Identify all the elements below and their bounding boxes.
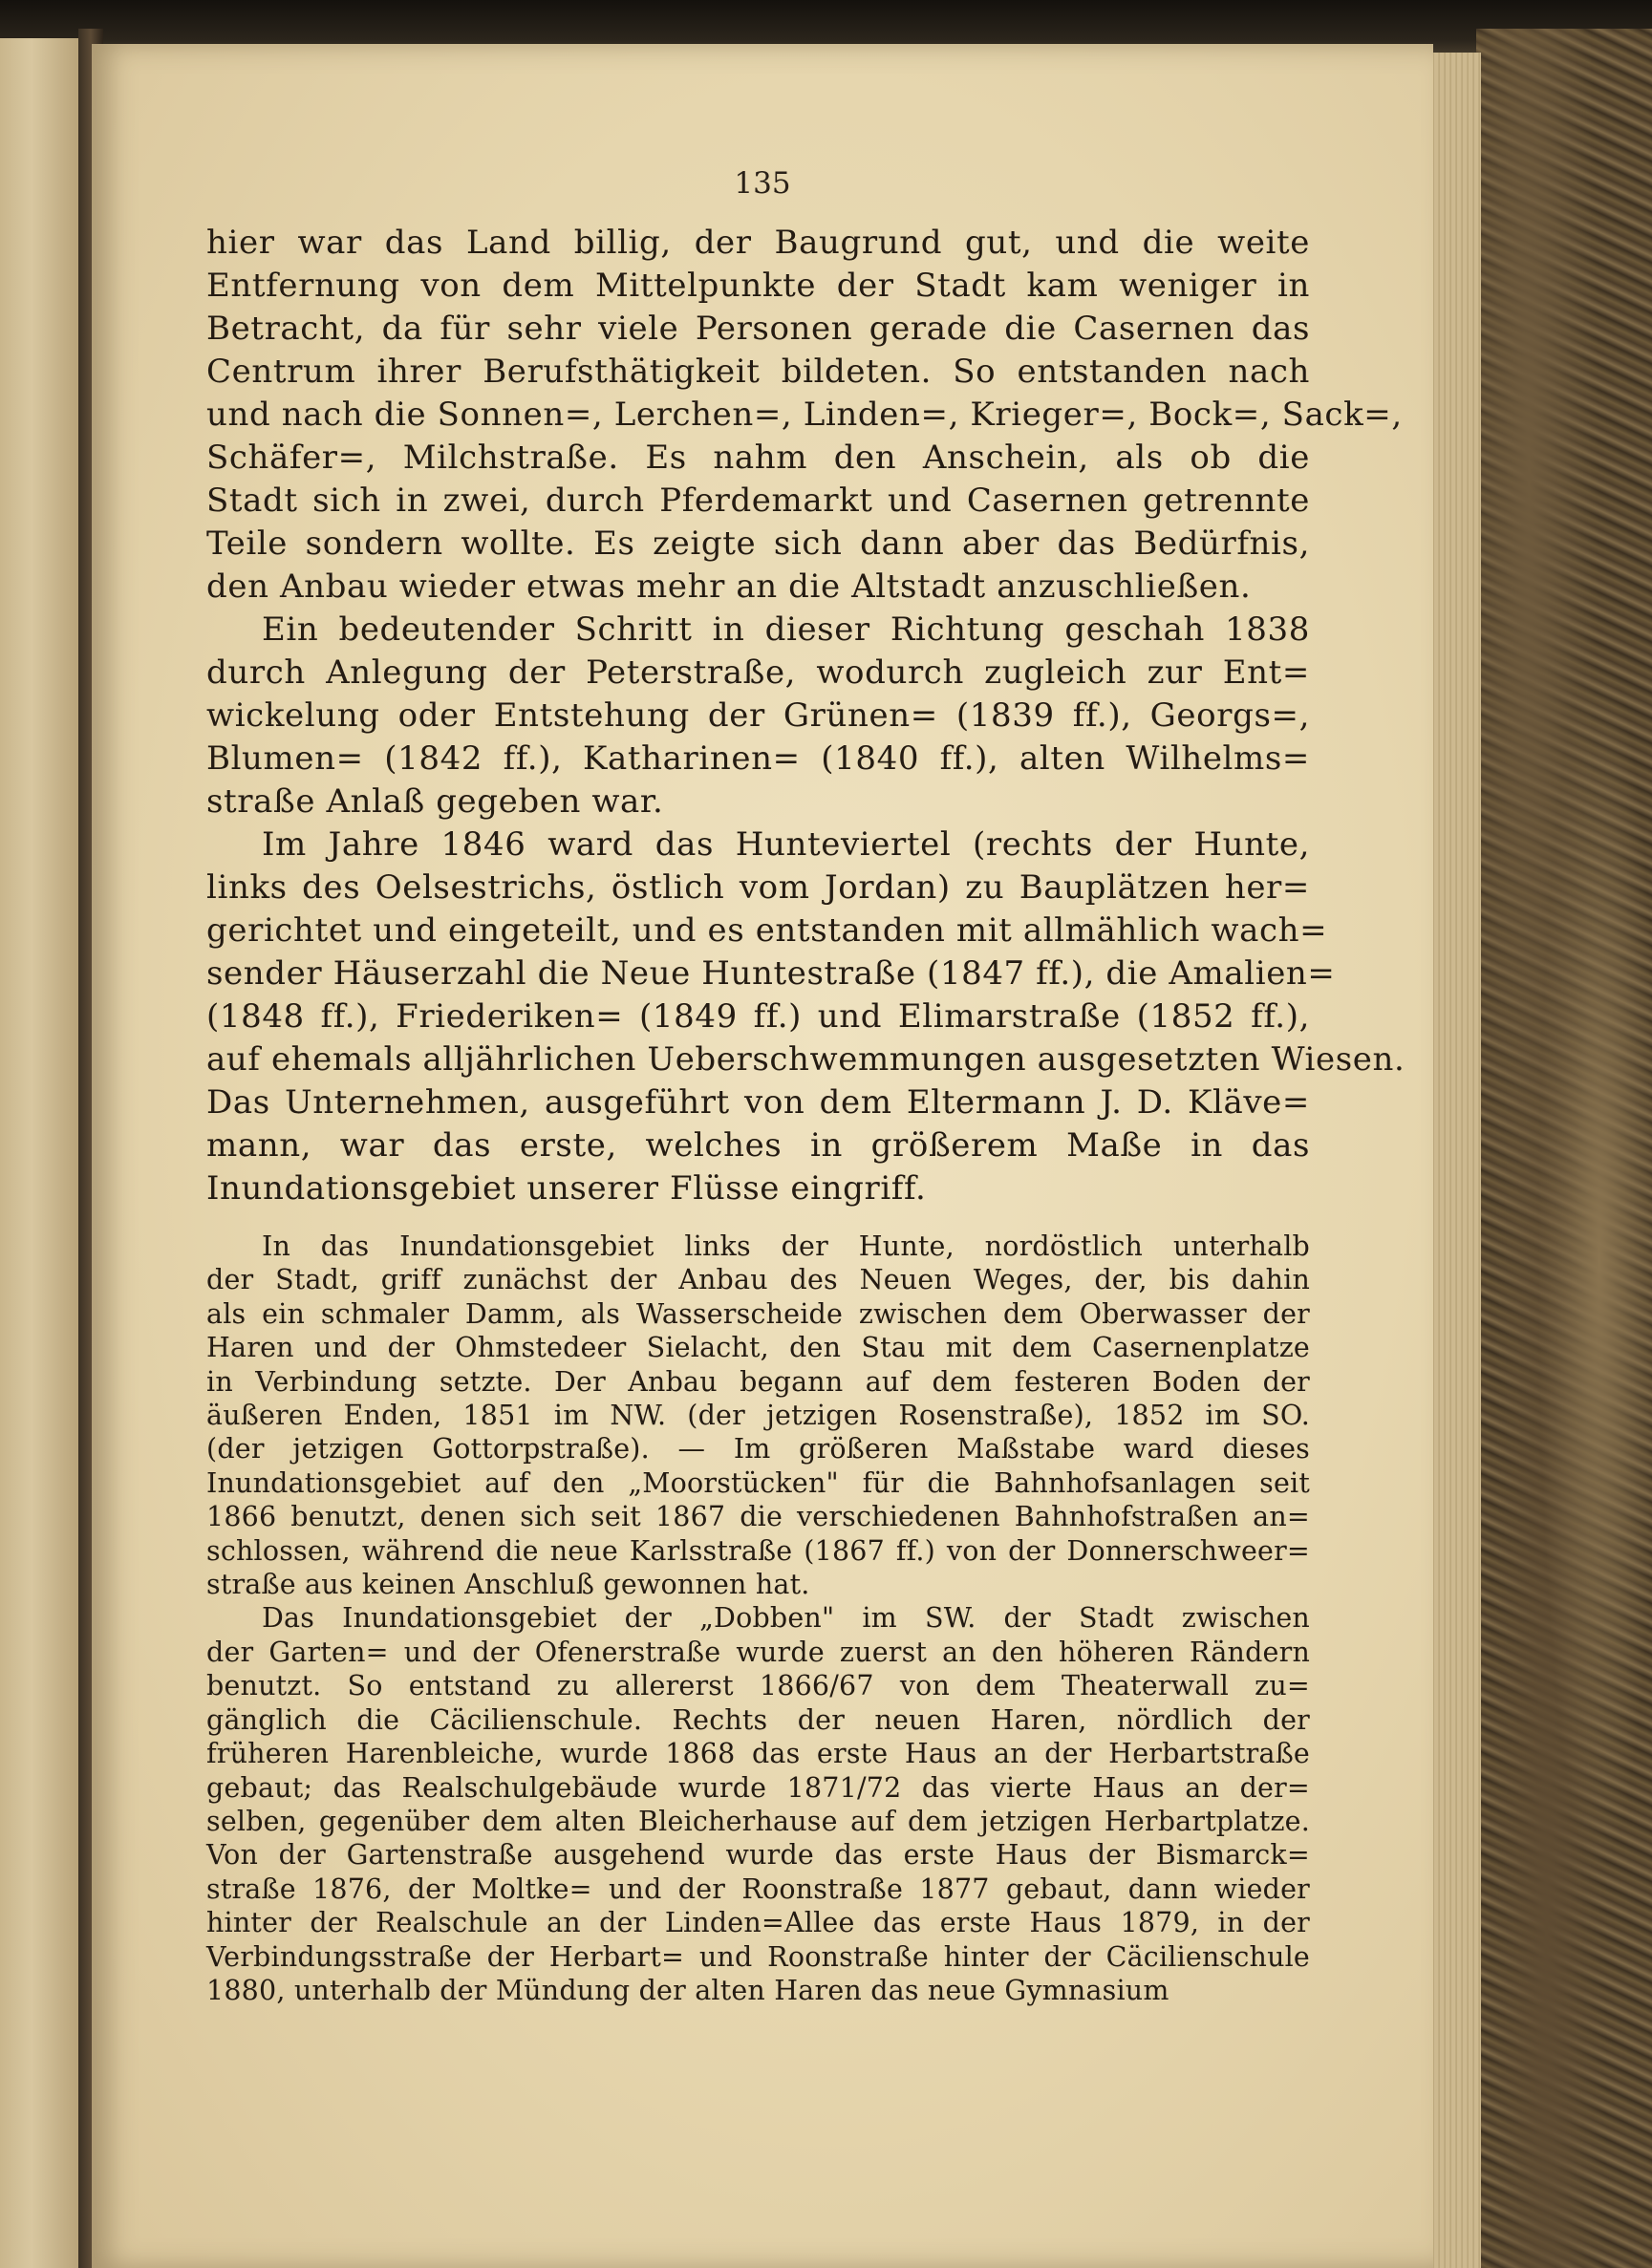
text-line: schlossen, während die neue Karlsstraße (1867 ff.) von der Donnerschweer= bbox=[206, 1534, 1310, 1567]
text-line: Im Jahre 1846 ward das Hunteviertel (rechts der Hunte, bbox=[262, 825, 1310, 864]
text-line: Inundationsgebiet unserer Flüsse eingriff. bbox=[206, 1169, 927, 1208]
text-line: und nach die Sonnen=, Lerchen=, Linden=, Krieger=, Bock=, Sack=, bbox=[206, 396, 1403, 434]
paragraph bbox=[206, 222, 1403, 609]
text-line: Schäfer=, Milchstraße. Es nahm den Anschein, als ob die bbox=[206, 439, 1310, 477]
text-line: gerichtet und eingeteilt, und es entstanden mit allmählich wach= bbox=[206, 911, 1328, 950]
text-line: früheren Harenbleiche, wurde 1868 das erste Haus an der Herbartstraße bbox=[206, 1738, 1310, 1770]
text-line: Das Unternehmen, ausgeführt von dem Eltermann J. D. Kläve= bbox=[206, 1083, 1310, 1122]
text-line: Das Inundationsgebiet der „Dobben" im SW. der Stadt zwischen bbox=[262, 1602, 1310, 1635]
text-line: wickelung oder Entstehung der Grünen= (1839 ff.), Georgs=, bbox=[206, 696, 1310, 735]
text-line: gänglich die Cäcilienschule. Rechts der neuen Haren, nördlich der bbox=[206, 1703, 1310, 1736]
text-line: straße aus keinen Anschluß gewonnen hat. bbox=[206, 1569, 810, 1601]
paragraph bbox=[206, 609, 1310, 824]
text-line: Inundationsgebiet auf den „Moorstücken" für die Bahnhofsanlagen seit bbox=[206, 1466, 1310, 1499]
text-line: als ein schmaler Damm, als Wasserscheide zwischen dem Oberwasser der bbox=[206, 1297, 1310, 1330]
text-line: Haren und der Ohmstedeer Sielacht, den Stau mit dem Casernenplatze bbox=[206, 1332, 1310, 1364]
small-print-section bbox=[206, 1230, 1310, 2007]
text-line: (1848 ff.), Friederiken= (1849 ff.) und Elimarstraße (1852 ff.), bbox=[206, 997, 1310, 1036]
text-line: straße Anlaß gegeben war. bbox=[206, 782, 664, 821]
text-line: der Garten= und der Ofenerstraße wurde zuerst an den höheren Rändern bbox=[206, 1636, 1310, 1668]
text-line: 1880, unterhalb der Mündung der alten Haren das neue Gymnasium bbox=[206, 1974, 1169, 2006]
marbled-cover bbox=[1476, 29, 1652, 2268]
text-line: hinter der Realschule an der Linden=Allee das erste Haus 1879, in der bbox=[206, 1907, 1310, 1939]
paragraph bbox=[206, 1601, 1310, 2007]
text-line: Teile sondern wollte. Es zeigte sich dann aber das Bedürfnis, bbox=[206, 524, 1310, 563]
section-gap bbox=[206, 1210, 1310, 1230]
text-line: in Verbindung setzte. Der Anbau begann auf dem festeren Boden der bbox=[206, 1365, 1310, 1398]
text-line: Entfernung von dem Mittelpunkte der Stadt kam weniger in bbox=[206, 267, 1310, 305]
text-line: selben, gegenüber dem alten Bleicherhause auf dem jetzigen Herbartplatze. bbox=[206, 1805, 1310, 1837]
facing-page-edge bbox=[0, 38, 78, 2268]
text-line: den Anbau wieder etwas mehr an die Altstadt anzuschließen. bbox=[206, 567, 1252, 606]
main-text-section bbox=[206, 222, 1405, 1210]
text-line: Stadt sich in zwei, durch Pferdemarkt und Casernen getrennte bbox=[206, 481, 1310, 520]
text-line: Centrum ihrer Berufsthätigkeit bildeten. So entstanden nach bbox=[206, 353, 1310, 391]
text-line: Verbindungsstraße der Herbart= und Roonstraße hinter der Cäcilienschule bbox=[206, 1940, 1310, 1973]
page-number: 135 bbox=[734, 166, 791, 201]
text-line: durch Anlegung der Peterstraße, wodurch zugleich zur Ent= bbox=[206, 653, 1310, 692]
text-line: hier war das Land billig, der Baugrund gut, und die weite bbox=[206, 224, 1310, 262]
text-line: mann, war das erste, welches in größerem Maße in das bbox=[206, 1126, 1310, 1165]
text-line: äußeren Enden, 1851 im NW. (der jetzigen Rosenstraße), 1852 im SO. bbox=[206, 1400, 1310, 1432]
text-line: gebaut; das Realschulgebäude wurde 1871/72 das vierte Haus an der= bbox=[206, 1771, 1310, 1804]
text-line: In das Inundationsgebiet links der Hunte, nordöstlich unterhalb bbox=[262, 1230, 1310, 1262]
text-line: Von der Gartenstraße ausgehend wurde das erste Haus der Bismarck= bbox=[206, 1839, 1310, 1872]
page-body bbox=[206, 222, 1405, 2007]
text-line: straße 1876, der Moltke= und der Roonstraße 1877 gebaut, dann wieder bbox=[206, 1872, 1310, 1905]
text-line: links des Oelsestrichs, östlich vom Jordan) zu Bauplätzen her= bbox=[206, 868, 1310, 907]
text-line: Ein bedeutender Schritt in dieser Richtung geschah 1838 bbox=[262, 610, 1310, 649]
text-line: Betracht, da für sehr viele Personen gerade die Casernen das bbox=[206, 310, 1310, 348]
text-line: benutzt. So entstand zu allererst 1866/67 von dem Theaterwall zu= bbox=[206, 1670, 1310, 1702]
paragraph bbox=[206, 824, 1405, 1210]
text-line: sender Häuserzahl die Neue Huntestraße (1847 ff.), die Amalien= bbox=[206, 954, 1336, 993]
text-line: der Stadt, griff zunächst der Anbau des Neuen Weges, der, bis dahin bbox=[206, 1264, 1310, 1296]
text-line: (der jetzigen Gottorpstraße). — Im größeren Maßstabe ward dieses bbox=[206, 1433, 1310, 1466]
text-line: auf ehemals alljährlichen Ueberschwemmungen ausgesetzten Wiesen. bbox=[206, 1040, 1405, 1079]
paragraph bbox=[206, 1230, 1310, 1601]
book-page bbox=[92, 44, 1433, 2268]
text-line: 1866 benutzt, denen sich seit 1867 die verschiedenen Bahnhofstraßen an= bbox=[206, 1501, 1310, 1533]
text-line: Blumen= (1842 ff.), Katharinen= (1840 ff.), alten Wilhelms= bbox=[206, 739, 1310, 778]
